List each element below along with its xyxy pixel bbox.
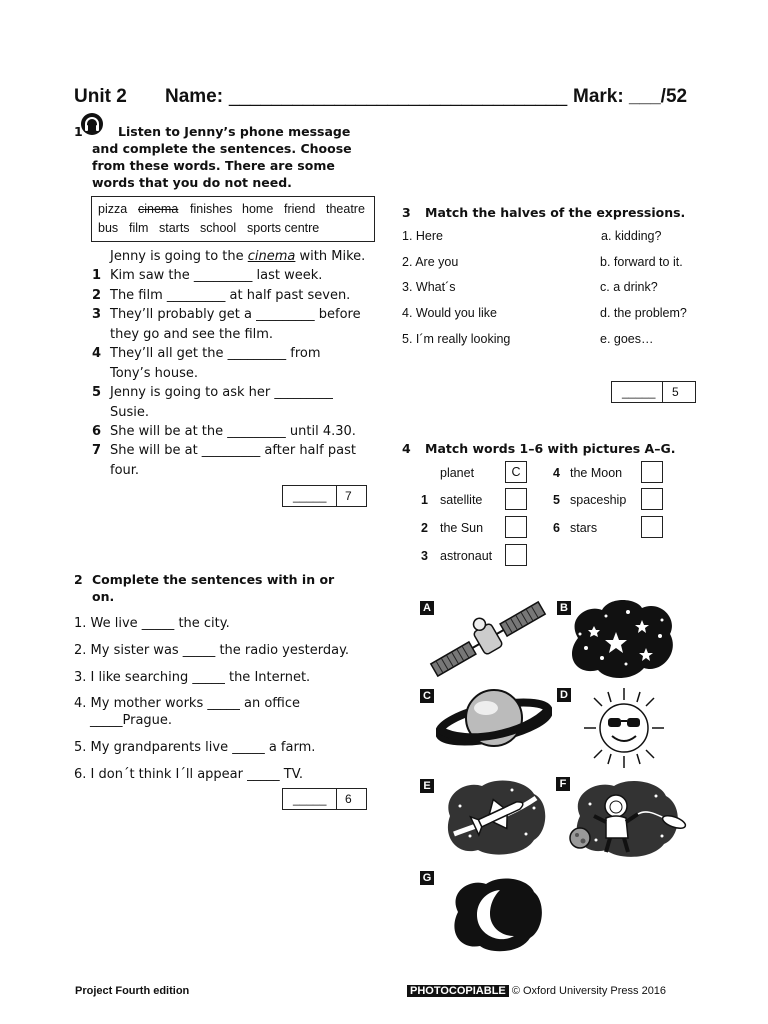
item-number: 6 <box>553 521 560 535</box>
item-number: 5 <box>92 385 102 400</box>
ex2-item-4: 4. My mother works _____ an office <box>74 696 301 711</box>
mark-label: Mark: ___/52 <box>573 86 688 107</box>
ex1-instruction-line2: and complete the sentences. Choose <box>92 141 352 156</box>
satellite-picture <box>424 598 552 680</box>
ex4-word-moon: the Moon <box>570 466 623 480</box>
word: home <box>242 202 274 216</box>
word: theatre <box>326 202 365 216</box>
ex4-instruction: Match words 1–6 with pictures A–G. <box>425 441 676 456</box>
answer-box[interactable] <box>505 488 527 510</box>
score-blank[interactable]: _____ <box>293 792 327 806</box>
item-number: 6 <box>92 424 102 439</box>
astronaut-picture <box>566 776 692 860</box>
word: pizza <box>98 202 128 216</box>
item-number: 7 <box>92 443 102 458</box>
picture-label-g: G <box>420 871 434 885</box>
word: sports centre <box>247 221 320 235</box>
score-blank[interactable]: _____ <box>622 385 656 399</box>
ex1-item-6: She will be at the _________ until 4.30. <box>110 424 356 439</box>
ex2-item-3: 3. I like searching _____ the Internet. <box>74 670 311 685</box>
word: bus <box>98 221 119 235</box>
ex4-word-stars: stars <box>570 521 598 535</box>
score-total: 6 <box>345 792 352 806</box>
ex2-item-2: 2. My sister was _____ the radio yesterday. <box>74 643 350 658</box>
word: film <box>129 221 149 235</box>
ex4-word-sun: the Sun <box>440 521 484 535</box>
stars-picture <box>566 598 678 680</box>
ex1-score-box <box>282 485 367 507</box>
ex3-right-d: d. the problem? <box>600 306 687 320</box>
ex2-item-6: 6. I don´t think I´ll appear _____ TV. <box>74 767 304 782</box>
ex1-item-5: Jenny is going to ask her _________ <box>110 385 333 400</box>
ex1-item-4: They’ll all get the _________ from <box>110 346 321 361</box>
spaceship-picture <box>440 776 548 858</box>
picture-label-f: F <box>556 777 570 791</box>
ex1-item-5-cont: Susie. <box>110 405 150 420</box>
score-blank[interactable]: _____ <box>293 489 327 503</box>
item-number: 5 <box>553 493 560 507</box>
ex1-item-3: They’ll probably get a _________ before <box>110 307 361 322</box>
answer-box[interactable]: C <box>505 461 527 483</box>
item-number: 4 <box>553 466 560 480</box>
ex2-item-5: 5. My grandparents live _____ a farm. <box>74 740 316 755</box>
item-number: 1 <box>421 493 428 507</box>
ex2-instruction-line2: on. <box>92 589 115 604</box>
moon-picture <box>446 876 544 954</box>
word-crossed: cinema <box>138 202 179 216</box>
ex2-instruction-line1: Complete the sentences with in or <box>92 572 335 587</box>
footer-edition: Project Fourth edition <box>75 985 190 997</box>
ex3-right-e: e. goes… <box>600 332 654 346</box>
name-field[interactable]: ________________________________ <box>229 86 568 107</box>
ex2-item-4-cont: _____Prague. <box>90 713 173 728</box>
answer-box[interactable] <box>505 544 527 566</box>
sun-picture <box>582 686 666 770</box>
word: starts <box>159 221 190 235</box>
ex1-item-2: The film _________ at half past seven. <box>110 288 351 303</box>
planet-picture <box>436 684 552 754</box>
ex1-instruction-line4: words that you do not need. <box>92 175 292 190</box>
item-number: 2 <box>421 521 428 535</box>
picture-label-b: B <box>557 601 571 615</box>
ex3-left-5: 5. I´m really looking <box>402 332 511 346</box>
answer-box[interactable] <box>641 461 663 483</box>
item-number: 3 <box>92 307 102 322</box>
ex2-number: 2 <box>74 572 83 587</box>
ex1-instruction-line1: Listen to Jenny’s phone message <box>118 124 351 139</box>
footer-copyright: PHOTOCOPIABLE © Oxford University Press 2016 <box>407 985 666 997</box>
word-box <box>91 196 375 242</box>
ex1-item-4-cont: Tony’s house. <box>110 366 198 381</box>
ex3-left-4: 4. Would you like <box>402 306 497 320</box>
word: school <box>200 221 237 235</box>
ex1-instruction-line3: from these words. There are some <box>92 158 335 173</box>
score-total: 7 <box>345 489 352 503</box>
ex4-word-astronaut: astronaut <box>440 549 493 563</box>
picture-label-c: C <box>420 689 434 703</box>
ex1-number: 1 <box>74 124 83 139</box>
ex2-item-1: 1. We live _____ the city. <box>74 616 230 631</box>
photocopiable-badge: PHOTOCOPIABLE <box>407 985 509 997</box>
ex4-word-spaceship: spaceship <box>570 493 627 507</box>
item-number: 2 <box>92 288 102 303</box>
item-number: 4 <box>92 346 102 361</box>
ex3-instruction: Match the halves of the expressions. <box>425 205 686 220</box>
ex3-right-a: a. kidding? <box>601 229 662 243</box>
headphones-icon <box>80 112 104 136</box>
ex2-score-box <box>282 788 367 810</box>
score-total: 5 <box>672 385 679 399</box>
answer-box[interactable] <box>505 516 527 538</box>
ex3-right-c: c. a drink? <box>600 280 658 294</box>
picture-label-e: E <box>420 779 434 793</box>
ex3-score-box <box>611 381 696 403</box>
ex3-number: 3 <box>402 205 411 220</box>
ex1-item-7: She will be at _________ after half past <box>110 443 356 458</box>
ex3-left-3: 3. What´s <box>402 280 456 294</box>
word: friend <box>284 202 316 216</box>
picture-label-d: D <box>557 688 571 702</box>
example-answer: cinema <box>247 249 296 264</box>
ex4-word-satellite: satellite <box>440 493 483 507</box>
answer-box[interactable] <box>641 516 663 538</box>
word: finishes <box>190 202 233 216</box>
item-number: 3 <box>421 549 428 563</box>
ex1-item-3-cont: they go and see the film. <box>110 327 274 342</box>
name-label: Name: <box>165 86 224 107</box>
item-number: 1 <box>92 268 102 283</box>
ex1-example: Jenny is going to the cinema with Mike. <box>110 249 366 264</box>
ex4-word-planet: planet <box>440 466 475 480</box>
ex1-item-7-cont: four. <box>110 463 140 478</box>
ex4-number: 4 <box>402 441 411 456</box>
unit-title: Unit 2 <box>74 86 127 107</box>
answer-box[interactable] <box>641 488 663 510</box>
ex3-left-1: 1. Here <box>402 229 443 243</box>
ex1-item-1: Kim saw the _________ last week. <box>110 268 323 283</box>
ex3-left-2: 2. Are you <box>402 255 459 269</box>
ex3-right-b: b. forward to it. <box>600 255 683 269</box>
picture-label-a: A <box>420 601 434 615</box>
